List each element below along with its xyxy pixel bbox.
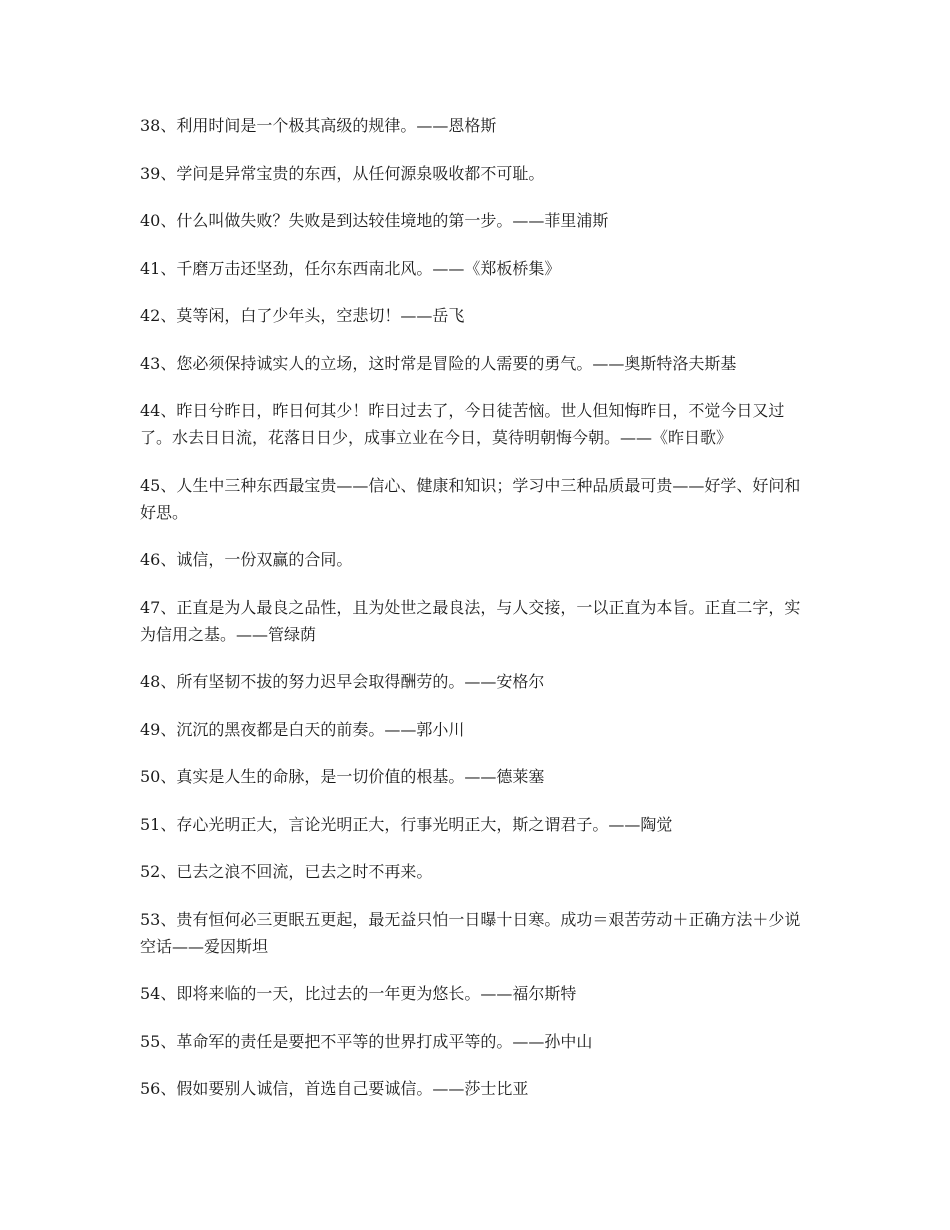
quote-item: 52、已去之浪不回流，已去之时不再来。 bbox=[140, 862, 433, 881]
quote-item: 42、莫等闲，白了少年头，空悲切！——岳飞 bbox=[140, 306, 465, 325]
quote-item: 40、什么叫做失败？失败是到达较佳境地的第一步。——菲里浦斯 bbox=[140, 211, 609, 230]
quote-item: 48、所有坚韧不拔的努力迟早会取得酬劳的。——安格尔 bbox=[140, 672, 545, 691]
quote-item: 43、您必须保持诚实人的立场，这时常是冒险的人需要的勇气。——奥斯特洛夫斯基 bbox=[140, 353, 737, 373]
quote-item: 38、利用时间是一个极其高级的规律。——恩格斯 bbox=[140, 116, 497, 135]
quote-item: 44、昨日兮昨日，昨日何其少！昨日过去了，今日徒苦恼。世人但知悔昨日，不觉今日又过了。水去日日流，花落日日少，成事立业在今日，莫待明朝悔今朝。——《昨日歌》 bbox=[140, 401, 785, 447]
quote-item: 56、假如要别人诚信，首选自己要诚信。——莎士比亚 bbox=[140, 1079, 529, 1098]
quote-item: 47、正直是为人最良之品性，且为处世之最良法，与人交接，一以正直为本旨。正直二字，实为信用之基。——管绿荫 bbox=[140, 597, 801, 644]
quote-item: 53、贵有恒何必三更眠五更起，最无益只怕一日曝十日寒。成功＝艰苦劳动＋正确方法＋少说空话——爱因斯坦 bbox=[140, 909, 801, 956]
quote-item: 46、诚信，一份双赢的合同。 bbox=[140, 550, 353, 569]
quote-item: 50、真实是人生的命脉，是一切价值的根基。——德莱塞 bbox=[140, 767, 545, 786]
quote-list bbox=[140, 112, 808, 1123]
quote-item: 45、人生中三种东西最宝贵——信心、健康和知识；学习中三种品质最可贵——好学、好问和好思。 bbox=[140, 475, 801, 522]
quote-item: 39、学问是异常宝贵的东西，从任何源泉吸收都不可耻。 bbox=[140, 163, 545, 183]
quote-item: 41、千磨万击还坚劲，任尔东西南北风。——《郑板桥集》 bbox=[140, 258, 561, 278]
quote-item: 49、沉沉的黑夜都是白天的前奏。——郭小川 bbox=[140, 719, 465, 739]
quote-item: 51、存心光明正大，言论光明正大，行事光明正大，斯之谓君子。——陶觉 bbox=[140, 814, 673, 834]
quote-item: 55、革命军的责任是要把不平等的世界打成平等的。——孙中山 bbox=[140, 1031, 593, 1051]
quote-item: 54、即将来临的一天，比过去的一年更为悠长。——福尔斯特 bbox=[140, 984, 577, 1003]
